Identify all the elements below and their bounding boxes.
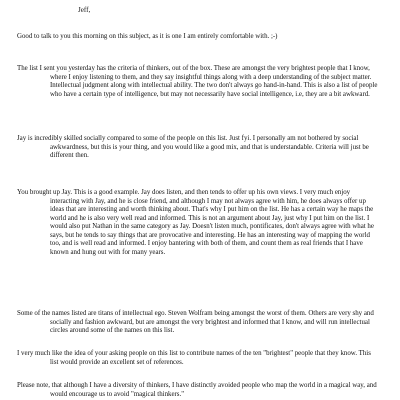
paragraph-magical-thinkers: Please note, that although I have a diversity of thinkers, I have distinctly avoided people who map the world in a magical way, and would encourage us to avoid "magical thinkers." <box>17 382 377 398</box>
paragraph-references: I very much like the idea of your asking people on this list to contribute names of the ten "brightest" people that they know. This list would provide an excellent set of references. <box>17 350 371 366</box>
paragraph-list-criteria: The list I sent you yesterday has the criteria of thinkers, out of the box. These are amongst the very brightest people that I know, where I enjoy listening to them, and they say insightful things along with a deep understanding of the subject matter. Intellectual judgment along with intellectual ability. The two don't always go hand-in-hand. This is also a list of people who have a certain type of intelligence, but may not necessarily have social intelligence, i.e, they are a bit awkward. <box>17 65 378 98</box>
paragraph-jay-example: You brought up Jay. This is a good example. Jay does listen, and then tends to offer up his own views. I very much enjoy interacting with Jay, and he is close friend, and although I may not always agree with him, he does always offer up ideas that are interesting and worth thinking about. That's why I put him on the list. He has a certain way he maps the world and he is also very well read and informed. This is not an argument about Jay, just why I put him on the list. I would also put Nathan in the same category as Jay. Doesn't listen much, pontificates, don't always agree with what he says, but he tends to say things that are provocative and interesting. He has an interesting way of mapping the world too, and is well read and informed. I enjoy bantering with both of them, and count them as real friends that I have known and hung out with for many years. <box>17 189 374 256</box>
paragraph-intellectual-ego: Some of the names listed are titans of intellectual ego. Steven Wolfram being amongst the worst of them. Others are very shy and socially and fashion awkward, but are amongst the very brightest and informed that I know, and will run intellectual circles around some of the names on this list. <box>17 310 374 334</box>
paragraph-greeting: Good to talk to you this morning on this subject, as it is one I am entirely comfortable with. ;-) <box>17 33 278 40</box>
salutation: Jeff, <box>78 6 91 14</box>
paragraph-jay-social: Jay is incredibly skilled socially compared to some of the people on this list. Just fyi. I personally am not bothered by social awkwardness, but this is your thing, and you would like a good mix, and that is understandable. Criteria will just be different then. <box>17 135 369 159</box>
